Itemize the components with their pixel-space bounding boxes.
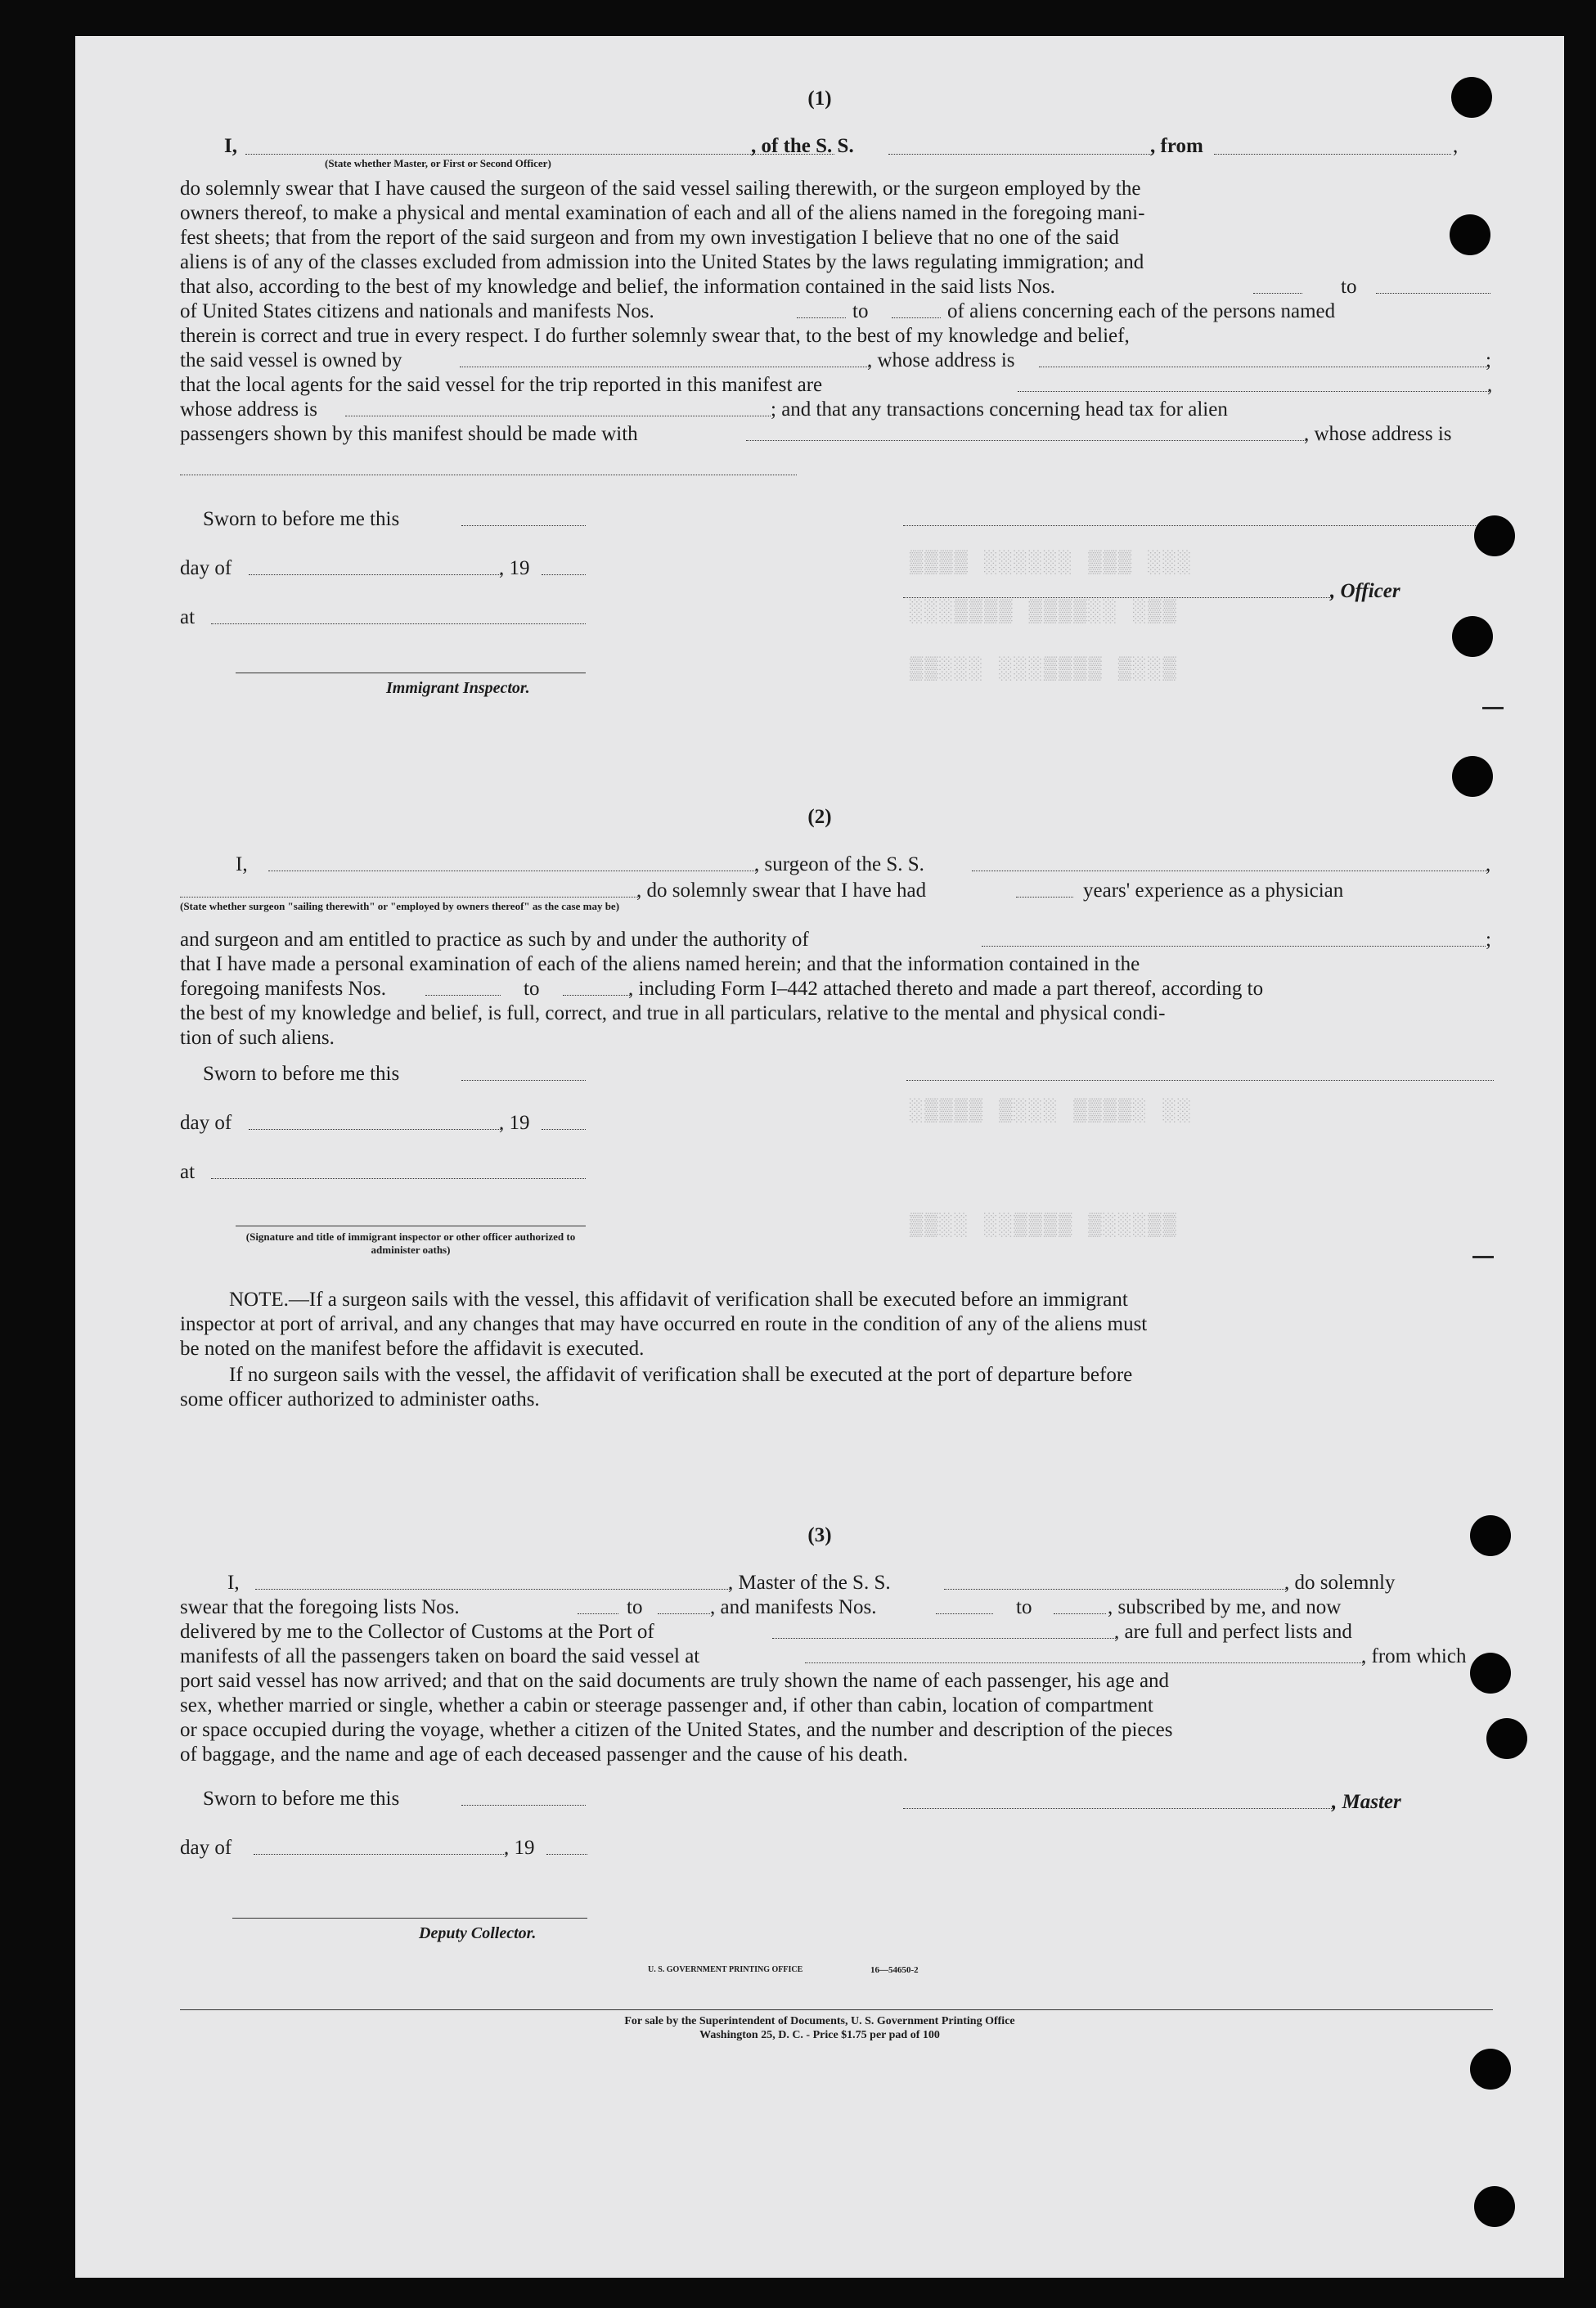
comma: , [1453, 135, 1459, 157]
s1-para-line-2: owners thereof, to make a physical and mental examination of each and all of the aliens named in the foregoing mani- [180, 202, 1145, 224]
officer-signature-blank[interactable] [903, 525, 1494, 526]
do-solemnly-label: , do solemnly [1284, 1572, 1396, 1594]
to-label: to [1016, 1596, 1032, 1618]
to-label: to [852, 300, 869, 322]
punch-hole [1474, 515, 1515, 556]
year-label: , 19 [499, 557, 530, 579]
head-tax-contact-blank[interactable] [746, 440, 1306, 441]
bleed-through: ▒▒░░ ░░▒▒▒▒ ▒░░░▒▒ [910, 1214, 1178, 1239]
form-i442-text: , including Form I–442 attached thereto and made a part thereof, according to [628, 978, 1264, 1000]
s3-line-3: or space occupied during the voyage, whether a citizen of the United States, and the number and description of the pieces [180, 1719, 1173, 1741]
manifest-no-to-blank[interactable] [892, 317, 941, 318]
s1-para-line-3: fest sheets; that from the report of the said surgeon and from my own investigation I believe that no one of the said [180, 227, 1119, 249]
year-blank[interactable] [542, 1129, 586, 1130]
section-2-heading: (2) [807, 806, 832, 828]
surgeon-hint: (State whether surgeon "sailing therewith" or "employed by owners thereof" as the case may be) [180, 900, 620, 912]
manifests-all-label: manifests of all the passengers taken on board the said vessel at [180, 1645, 700, 1667]
no-surgeon-line-1: If no surgeon sails with the vessel, the affidavit of verification shall be executed at the port of departure before [229, 1364, 1133, 1386]
collector-signature-line[interactable] [232, 1918, 587, 1919]
surgeon-status-blank[interactable] [180, 897, 638, 898]
sworn-label: Sworn to before me this [203, 508, 400, 530]
of-ss-label: , of the S. S. [751, 135, 854, 157]
bleed-through: ░░░▒▒▒▒ ▒▒▒▒░░ ░▒▒ [910, 601, 1178, 625]
citizens-text-a: of United States citizens and nationals and manifests Nos. [180, 300, 654, 322]
agents-address-label: whose address is [180, 398, 318, 421]
bleed-through: ░▒▒▒▒ ▒░░░ ▒▒▒▒░ ░░ [910, 1100, 1193, 1124]
s1-para-line-1: do solemnly swear that I have caused the surgeon of the said vessel sailing therewith, or the surgeon employed by the [180, 178, 1141, 200]
lists-to-blank[interactable] [658, 1613, 710, 1614]
month-blank[interactable] [254, 1854, 506, 1855]
punch-hole [1470, 1653, 1511, 1694]
surgeon-of-label: , surgeon of the S. S. [754, 853, 924, 875]
bleed-through: ▒▒▒▒ ░░░░░░ ▒▒▒ ░░░ [910, 551, 1193, 576]
full-lists-label: , are full and perfect lists and [1114, 1621, 1352, 1643]
master-name-blank[interactable] [255, 1589, 730, 1590]
sworn-label: Sworn to before me this [203, 1063, 400, 1085]
manifest-no-from-blank[interactable] [797, 317, 846, 318]
punch-hole [1452, 756, 1493, 797]
day-of-label: day of [180, 1112, 232, 1134]
comma: , [1487, 374, 1493, 396]
signature-caption: (Signature and title of immigrant inspector or other officer authorized to administer oaths) [245, 1230, 576, 1256]
s3-line-4: of baggage, and the name and age of each deceased passenger and the cause of his death. [180, 1743, 908, 1766]
document-page [75, 36, 1564, 2278]
officer-hint: (State whether Master, or First or Second Officer) [325, 157, 551, 169]
vessel-name-blank[interactable] [888, 154, 1150, 155]
to-label: to [627, 1596, 643, 1618]
authority-blank[interactable] [982, 946, 1486, 947]
note-line-3: be noted on the manifest before the affidavit is executed. [180, 1338, 645, 1360]
sale-notice-2: Washington 25, D. C. - Price $1.75 per pad of 100 [699, 2029, 940, 2041]
from-label: , from [1150, 135, 1203, 157]
day-of-label: day of [180, 557, 232, 579]
margin-mark [1472, 1256, 1494, 1258]
from-which-label: , from which [1361, 1645, 1467, 1667]
at-label: at [180, 1161, 196, 1183]
owned-by-label: the said vessel is owned by [180, 349, 402, 371]
best-line: the best of my knowledge and belief, is full, correct, and true in all particulars, relative to the mental and physical condi- [180, 1002, 1166, 1024]
section-1-i-label: I, [224, 135, 237, 157]
master-name-blank[interactable] [245, 154, 834, 155]
master-label: , Master [1332, 1791, 1401, 1813]
sworn-label: Sworn to before me this [203, 1788, 400, 1810]
swear-lists-label: swear that the foregoing lists Nos. [180, 1596, 460, 1618]
manifests-to-blank[interactable] [1054, 1613, 1106, 1614]
note-line-1: NOTE.—If a surgeon sails with the vessel, this affidavit of verification shall be executed before an immigrant [229, 1289, 1128, 1311]
sworn-day-blank[interactable] [461, 1080, 586, 1081]
punch-hole [1452, 616, 1493, 657]
passengers-label: passengers shown by this manifest should be made with [180, 423, 638, 445]
at-place-blank[interactable] [211, 1178, 586, 1179]
year-blank[interactable] [542, 574, 586, 575]
surgeon-signature-blank[interactable] [906, 1080, 1494, 1081]
deputy-collector-label: Deputy Collector. [419, 1924, 537, 1942]
list-no-to-blank[interactable] [1376, 293, 1490, 294]
comma: , [1486, 853, 1491, 875]
agents-label: that the local agents for the said vessel for the trip reported in this manifest are [180, 374, 823, 396]
s3-line-1: port said vessel has now arrived; and that on the said documents are truly shown the name of each passenger, his age and [180, 1670, 1170, 1692]
sworn-day-blank[interactable] [461, 1805, 586, 1806]
tion-line: tion of such aliens. [180, 1027, 335, 1049]
surgeon-swear-a: , do solemnly swear that I have had [636, 880, 927, 902]
embark-port-blank[interactable] [805, 1662, 1363, 1663]
note-line-2: inspector at port of arrival, and any changes that may have occurred en route in the condition of any of the aliens must [180, 1313, 1148, 1335]
foregoing-to-blank[interactable] [563, 995, 630, 996]
officer-title-blank[interactable] [903, 597, 1332, 598]
sale-notice-1: For sale by the Superintendent of Documents, U. S. Government Printing Office [624, 2015, 1015, 2027]
correct-line: therein is correct and true in every respect. I do further solemnly swear that, to the best of my knowledge and belief, [180, 325, 1130, 347]
section-3-heading: (3) [807, 1524, 832, 1546]
foregoing-from-blank[interactable] [425, 995, 501, 996]
punch-hole [1486, 1718, 1527, 1759]
citizens-text-b: of aliens concerning each of the persons named [947, 300, 1336, 322]
punch-hole [1451, 77, 1492, 118]
day-of-label: day of [180, 1837, 232, 1859]
master-of-label: , Master of the S. S. [728, 1572, 891, 1594]
section-2-i-label: I, [236, 853, 248, 875]
inspector-label: Immigrant Inspector. [386, 679, 530, 697]
semicolon: ; [1486, 929, 1491, 951]
from-port-blank[interactable] [1214, 154, 1451, 155]
semicolon: ; [1486, 349, 1491, 371]
at-place-blank[interactable] [211, 623, 586, 624]
punch-hole [1470, 1515, 1511, 1556]
master-vessel-blank[interactable] [944, 1589, 1286, 1590]
lists-from-blank[interactable] [578, 1613, 618, 1614]
punch-hole [1470, 2049, 1511, 2090]
to-label: to [524, 978, 540, 1000]
years-experience-blank[interactable] [1016, 897, 1073, 898]
s3-line-2: sex, whether married or single, whether a cabin or steerage passenger and, if other than cabin, location of compartment [180, 1694, 1153, 1716]
port-blank[interactable] [772, 1638, 1116, 1639]
officer-label: , Officer [1330, 580, 1400, 602]
year-label: , 19 [504, 1837, 535, 1859]
list-no-from-blank[interactable] [1253, 293, 1302, 294]
master-signature-blank[interactable] [903, 1808, 1333, 1809]
margin-mark [1482, 707, 1504, 709]
gpo-imprint: U. S. GOVERNMENT PRINTING OFFICE [648, 1965, 803, 1974]
punch-hole [1450, 214, 1490, 255]
agents-blank[interactable] [1018, 391, 1489, 392]
manifests-from-blank[interactable] [936, 1613, 993, 1614]
section-1-heading: (1) [807, 88, 832, 110]
s1-para-line-4: aliens is of any of the classes excluded from admission into the United States by the laws regulating immigration; and [180, 251, 1144, 273]
foregoing-label: foregoing manifests Nos. [180, 978, 387, 1000]
bleed-through: ▒▒░░░ ░░░▒▒▒▒ ▒░░▒ [910, 658, 1178, 682]
month-blank[interactable] [249, 1129, 501, 1130]
surgeon-swear-b: years' experience as a physician [1083, 880, 1344, 902]
footer-rule [180, 2009, 1493, 2010]
whose-address-end: , whose address is [1304, 423, 1452, 445]
whose-address-label: , whose address is [867, 349, 1015, 371]
month-blank[interactable] [249, 574, 501, 575]
s1-para-line-5: that also, according to the best of my knowledge and belief, the information contained in the said lists Nos. [180, 276, 1055, 298]
at-label: at [180, 606, 196, 628]
sworn-day-blank[interactable] [461, 525, 586, 526]
manifests-label: , and manifests Nos. [710, 1596, 877, 1618]
subscribed-label: , subscribed by me, and now [1108, 1596, 1342, 1618]
section-3-i-label: I, [227, 1572, 240, 1594]
form-code: 16—54650-2 [870, 1965, 919, 1975]
personal-line: that I have made a personal examination of each of the aliens named herein; and that the information contained in the [180, 953, 1140, 975]
year-blank[interactable] [546, 1854, 587, 1855]
head-tax-text: ; and that any transactions concerning head tax for alien [771, 398, 1228, 421]
to-label: to [1341, 276, 1357, 298]
year-label: , 19 [499, 1112, 530, 1134]
delivered-label: delivered by me to the Collector of Customs at the Port of [180, 1621, 654, 1643]
punch-hole [1474, 2186, 1515, 2227]
authority-label: and surgeon and am entitled to practice as such by and under the authority of [180, 929, 809, 951]
no-surgeon-line-2: some officer authorized to administer oaths. [180, 1388, 540, 1410]
